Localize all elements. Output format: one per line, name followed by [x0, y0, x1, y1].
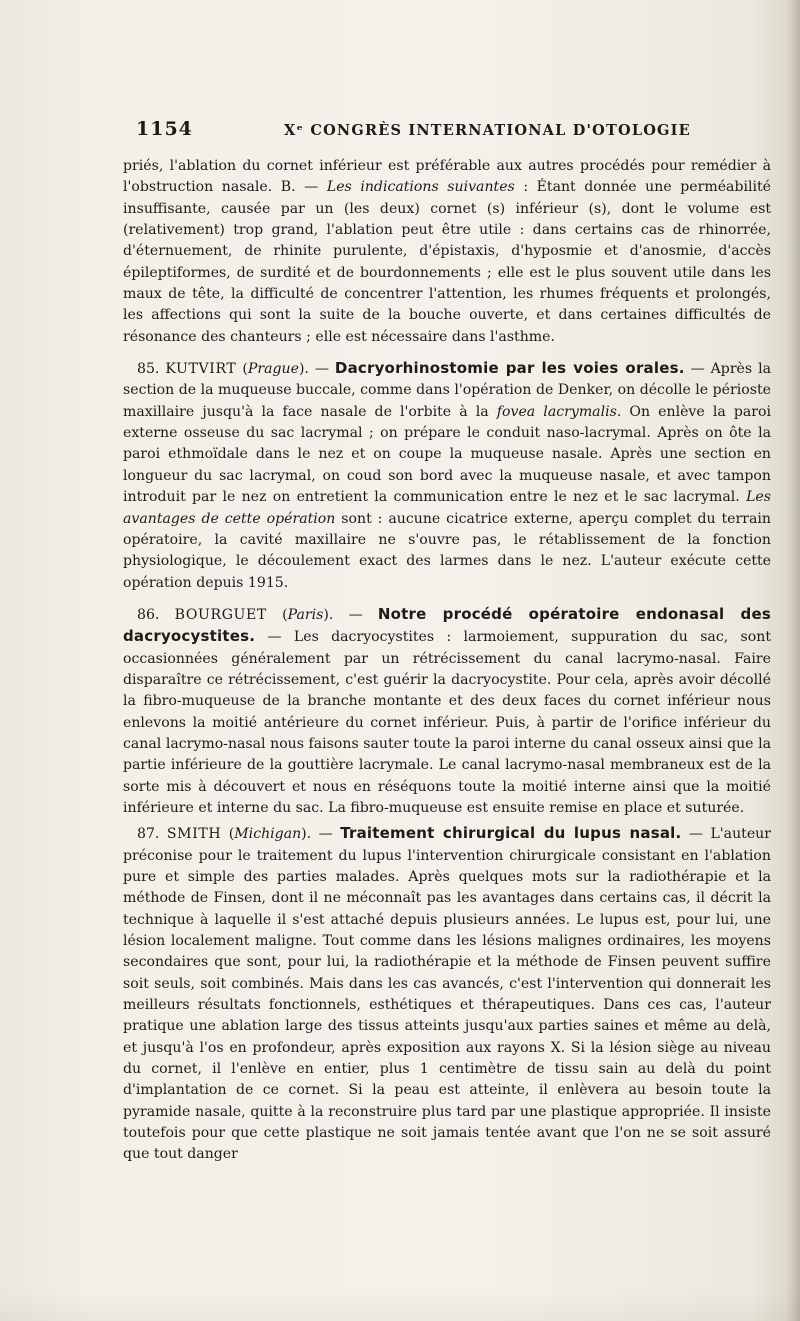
entry-author: BOURGUET: [174, 606, 267, 623]
abstract-entry-87: 87. SMITH (Michigan). — Traitement chirurgical du lupus nasal. — L'auteur préconise pour le traitement du lupus l'intervention chirurgicale consistant en l'ablation pure et simple des parties malades. Après quelques mots sur la radiothérapie et la méthode de Finsen, dont il ne méconnaît pas les avantages dans certains cas, il décrit la technique à laquelle il s'est attaché depuis plusieurs années. Le lupus est, pour lui, une lésion localement maligne. Tout comme dans les lésions malignes ordinaires, les moyens secondaires que sont, pour lui, la radiothérapie et la méthode de Finsen peuvent suffire soit seuls, soit combinés. Mais dans les cas avancés, c'est l'intervention qui donnerait les meilleurs résultats fonctionnels, esthétiques et thérapeutiques. Dans ces cas, l'auteur pratique une ablation large des tissus atteints jusqu'aux parties saines et même au delà, et jusqu'à l'os en profondeur, après exposition aux rayons X. Si la lésion siège au niveau du cornet, il l'enlève en entier, plus 1 centimètre de tissu sain au delà du point d'implantation de ce cornet. Si la peau est atteinte, il enlèvera au besoin toute la pyramide nasale, quitte à la reconstruire plus tard par une plastique appropriée. Il insiste toutefois pour que cette plastique ne soit jamais tentée avant que l'on ne se soit assuré que tout danger: [123, 824, 771, 1163]
entry-body-2: . On enlève la paroi externe osseuse du sac lacrymal ; on prépare le conduit naso-lacrymal. Après on ôte la paroi ethmoïdale dans le nez et on coupe la muqueuse nasale. Après une section en longueur du sac lacrymal, on coud son bord avec la muqueuse nasale, et avec tampon introduit par le nez on entretient la communication entre le nez et le sac lacrymal.: [123, 403, 772, 506]
page-bottom-shade: [0, 1291, 800, 1321]
entry-number: 86.: [137, 606, 160, 623]
entry-place: Prague: [247, 361, 299, 378]
abstract-entry-86: 86. BOURGUET (Paris). — Notre procédé opératoire endonasal des dacryocystites. — Les dacryocystites : larmoiement, suppuration du sac, sont occasionnées généralement par un rétrécissement du canal lacrymo-nasal. Faire disparaître ce rétrécissement, c'est guérir la dacryocystite. Pour cela, après avoir décollé la fibro-muqueuse de la branche montante et des deux faces du cornet inférieur nous enlevons la moitié antérieure du cornet inférieur. Puis, à partir de l'orifice inférieur du canal lacrymo-nasal nous faisons sauter toute la paroi interne du canal osseux ainsi que la partie inférieure de la gouttière lacrymale. Le canal lacrymo-nasal membraneux est de la sorte mis à découvert et nous en réséquons toute la moitié interne ainsi que la moitié inférieure et interne du sac. La fibro-muqueuse est ensuite remise en place et suturée.: [123, 604, 771, 816]
entry-title: Notre procédé opératoire endonasal des dacryocystites.: [123, 604, 771, 646]
page-number: 1154: [136, 118, 193, 140]
entry-author: KUTVIRT: [165, 361, 237, 378]
entry-title: Traitement chirurgical du lupus nasal.: [340, 824, 682, 843]
entry-number: 85.: [137, 361, 160, 378]
running-title: Xᵉ CONGRÈS INTERNATIONAL D'OTOLOGIE: [284, 122, 691, 139]
entry-italic: fovea lacrymalis: [496, 403, 617, 420]
continuation-text-2: : Étant donnée une perméabilité insuffisante, causée par un (les deux) cornet (s) inférieur (s), dont le volume est (relativement) trop grand, l'ablation peut être utile : dans certains cas de rhinorrée, d'éternuement, de rhinite purulente, d'épistaxis, d'hyposmie et d'anosmie, d'accès épileptiformes, de surdité et de bourdonnements ; elle est le plus souvent utile dans les maux de tête, la difficulté de concentrer l'attention, les rhumes fréquents et prolongés, les affections qui sont la suite de la bouche ouverte, et dans certaines difficultés de résonance des chanteurs ; elle est nécessaire dans l'asthme.: [123, 179, 771, 345]
entry-title: Dacryorhinostomie par les voies orales.: [334, 359, 685, 378]
page-edge-shadow: [786, 0, 800, 1321]
page-header: [136, 118, 776, 142]
entry-author: SMITH: [166, 826, 222, 843]
entry-number: 87.: [137, 826, 160, 843]
body-text: [123, 156, 771, 1166]
continuation-italic: Les indications suivantes: [326, 179, 515, 196]
entry-body: Les dacryocystites : larmoiement, suppuration du sac, sont occasionnées généralement par un rétrécissement du canal lacrymo-nasal. Faire disparaître ce rétrécissement, c'est guérir la dacryocystite. Pour cela, après avoir décollé la fibro-muqueuse de la branche montante et des deux faces du cornet inférieur nous enlevons la moitié antérieure du cornet inférieur. Puis, à partir de l'orifice inférieur du canal lacrymo-nasal nous faisons sauter toute la paroi interne du canal osseux ainsi que la partie inférieure de la gouttière lacrymale. Le canal lacrymo-nasal membraneux est de la sorte mis à découvert et nous en réséquons toute la moitié interne ainsi que la moitié inférieure et interne du sac. La fibro-muqueuse est ensuite remise en place et suturée.: [123, 629, 771, 816]
entry-body-3: sont : aucune cicatrice externe, aperçu complet du terrain opératoire, la cavité maxillaire ne s'ouvre pas, le rétablissement de la fonction physiologique, le découlement exact des larmes dans le nez. L'auteur exécute cette opération depuis 1915.: [123, 510, 771, 591]
entry-body: L'auteur préconise pour le traitement du lupus l'intervention chirurgicale consistant en l'ablation pure et simple des parties malades. Après quelques mots sur la radiothérapie et la méthode de Finsen, dont il ne méconnaît pas les avantages dans certains cas, il décrit la technique à laquelle il s'est attaché depuis plusieurs années. Le lupus est, pour lui, une lésion localement maligne. Tout comme dans les lésions malignes ordinaires, les moyens secondaires que sont, pour lui, la radiothérapie et la méthode de Finsen peuvent suffire soit seuls, soit combinés. Mais dans les cas avancés, c'est l'intervention qui donnerait les meilleurs résultats fonctionnels, esthétiques et thérapeutiques. Dans ces cas, l'auteur pratique une ablation large des tissus atteints jusqu'aux parties saines et même au delà, et jusqu'à l'os en profondeur, après exposition aux rayons X. Si la lésion siège au niveau du cornet, il l'enlève en entier, plus 1 centimètre de tissu sain au delà du point d'implantation de ce cornet. Si la peau est atteinte, il enlèvera au besoin toute la pyramide nasale, quitte à la reconstruire plus tard par une plastique appropriée. Il insiste toutefois pour que cette plastique ne soit jamais tentée avant que l'on ne se soit assuré que tout danger: [123, 826, 771, 1163]
entry-body: Après la section de la muqueuse buccale, comme dans l'opération de Denker, on décolle le périoste maxillaire jusqu'à la face nasale de l'orbite à la: [123, 361, 772, 420]
abstract-entry-85: 85. KUTVIRT (Prague). — Dacryorhinostomie par les voies orales. — Après la section de la muqueuse buccale, comme dans l'opération de Denker, on décolle le périoste maxillaire jusqu'à la face nasale de l'orbite à la fovea lacrymalis. On enlève la paroi externe osseuse du sac lacrymal ; on prépare le conduit naso-lacrymal. Après on ôte la paroi ethmoïdale dans le nez et on coupe la muqueuse nasale. Après une section en longueur du sac lacrymal, on coud son bord avec la muqueuse nasale, et avec tampon introduit par le nez on entretient la communication entre le nez et le sac lacrymal. Les avantages de cette opération sont : aucune cicatrice externe, aperçu complet du terrain opératoire, la cavité maxillaire ne s'ouvre pas, le rétablissement de la fonction physiologique, le découlement exact des larmes dans le nez. L'auteur exécute cette opération depuis 1915.: [123, 359, 772, 591]
continuation-text: priés, l'ablation du cornet inférieur est préférable aux autres procédés pour remédier à l'obstruction nasale. B. —: [123, 158, 771, 196]
entry-italic-2: Les avantages de cette opération: [123, 489, 771, 527]
entry-place: Paris: [287, 606, 324, 623]
entry-place: Michigan: [234, 826, 302, 843]
continuation-paragraph: [123, 156, 771, 348]
